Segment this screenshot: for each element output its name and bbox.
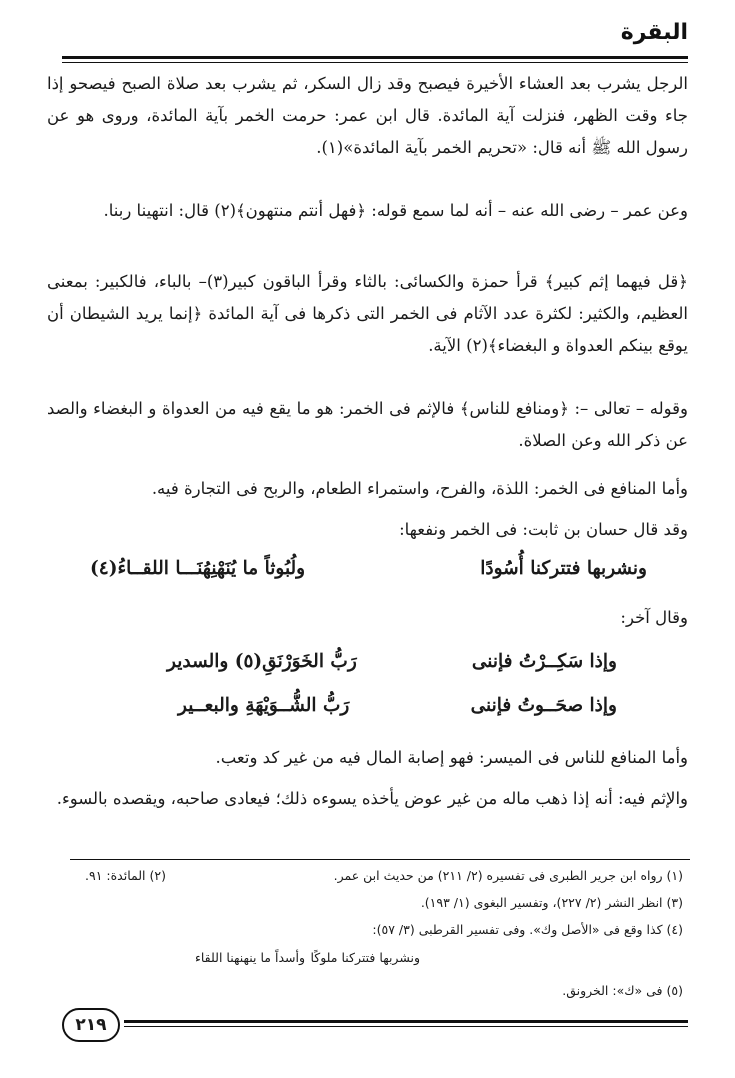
footer-rule-thick bbox=[124, 1020, 688, 1023]
header-rule-thick bbox=[62, 56, 688, 59]
verse-2-second-hemistich: رَبُّ الخَوَرْنَقِ(٥) والسدير bbox=[167, 651, 357, 672]
verse-3-first-hemistich: وإذا صحَــوتُ فإننى bbox=[470, 695, 617, 716]
footnote-4-verse-second: وأسداً ما ينهنهنا اللقاء bbox=[195, 950, 305, 965]
paragraph-6: وقد قال حسان بن ثابت: فى الخمر ونفعها: bbox=[399, 520, 688, 539]
paragraph-9: والإثم فيه: أنه إذا ذهب ماله من غير عوض يأخذه يسوءه ذلك؛ فيعادى صاحبه، ويقصده بالسوء. bbox=[56, 789, 688, 808]
footer-rule-thin bbox=[124, 1026, 688, 1027]
verse-1-first-hemistich: ونشربها فتتركنا أُسُودًا bbox=[480, 558, 647, 579]
verse-3-second-hemistich: رَبُّ الشُّــوَيْهَةِ والبعــير bbox=[178, 695, 350, 716]
verse-2-first-hemistich: وإذا سَكِــرْتُ فإننى bbox=[471, 651, 617, 672]
page-header bbox=[62, 20, 688, 62]
footnote-5: (٥) فى «ك»: الخرونق. bbox=[562, 983, 683, 998]
paragraph-7: وقال آخر: bbox=[620, 608, 688, 627]
running-title: البقرة bbox=[620, 20, 688, 45]
header-rule-thin bbox=[62, 62, 688, 63]
footnote-separator bbox=[70, 859, 690, 860]
paragraph-4: وقوله – تعالى –: ﴿ومنافع للناس﴾ فالإثم فى الخمر: هو ما يقع فيه من العدواة و البغضاء والصد عن ذكر الله وعن الصلاة. bbox=[47, 399, 688, 450]
page-footer bbox=[62, 1008, 688, 1058]
paragraph-8: وأما المنافع للناس فى الميسر: فهو إصابة المال فيه من غير كد وتعب. bbox=[215, 748, 688, 767]
paragraph-1: الرجل يشرب بعد العشاء الأخيرة فيصبح وقد زال السكر، ثم يشرب بعد صلاة الصبح فيصحو إذا جاء وقت الظهر، فنزلت آية المائدة. قال ابن عمر: حرمت الخمر بآية المائدة، وروى هو عن رسول الله ﷺ أنه قال: «تحريم الخمر بآية المائدة»(١). bbox=[47, 74, 688, 157]
paragraph-3: ﴿قل فيهما إثم كبير﴾ قرأ حمزة والكسائى: بالثاء وقرأ الباقون كبير(٣)– بالباء، فالكبير: بمعنى العظيم، والكثير: لكثرة عدد الآثام فى الخمر التى ذكرها فى آية المائدة ﴿إنما يريد الشيطان أن يوقع بينكم العدواة و البغضاء﴾(٢) الآية. bbox=[47, 272, 688, 355]
verse-1-second-hemistich: ولُبُوثاً ما يُنَهْنِهُنَـــا اللقــاءُ(٤) bbox=[90, 558, 306, 579]
paragraph-5: وأما المنافع فى الخمر: اللذة، والفرح، واستمراء الطعام، والربح فى التجارة فيه. bbox=[151, 479, 688, 498]
footnote-2: (٢) المائدة: ٩١. bbox=[85, 868, 166, 883]
paragraph-2: وعن عمر – رضى الله عنه – أنه لما سمع قوله: ﴿فهل أنتم منتهون﴾(٢) قال: انتهينا ربنا. bbox=[103, 201, 688, 220]
footnote-1: (١) رواه ابن جرير الطبرى فى تفسيره (٢/ ٢١١) من حديث ابن عمر. bbox=[333, 868, 683, 883]
footnote-4-verse-first: ونشربها فتتركنا ملوكًا bbox=[310, 950, 420, 965]
footnote-3: (٣) انظر النشر (٢/ ٢٢٧)، وتفسير البغوى (١/ ١٩٣). bbox=[420, 895, 683, 910]
page-number: ٢١٩ bbox=[62, 1008, 120, 1042]
footnote-4: (٤) كذا وقع فى «الأصل وك». وفى تفسير القرطبى (٣/ ٥٧): bbox=[372, 922, 683, 937]
